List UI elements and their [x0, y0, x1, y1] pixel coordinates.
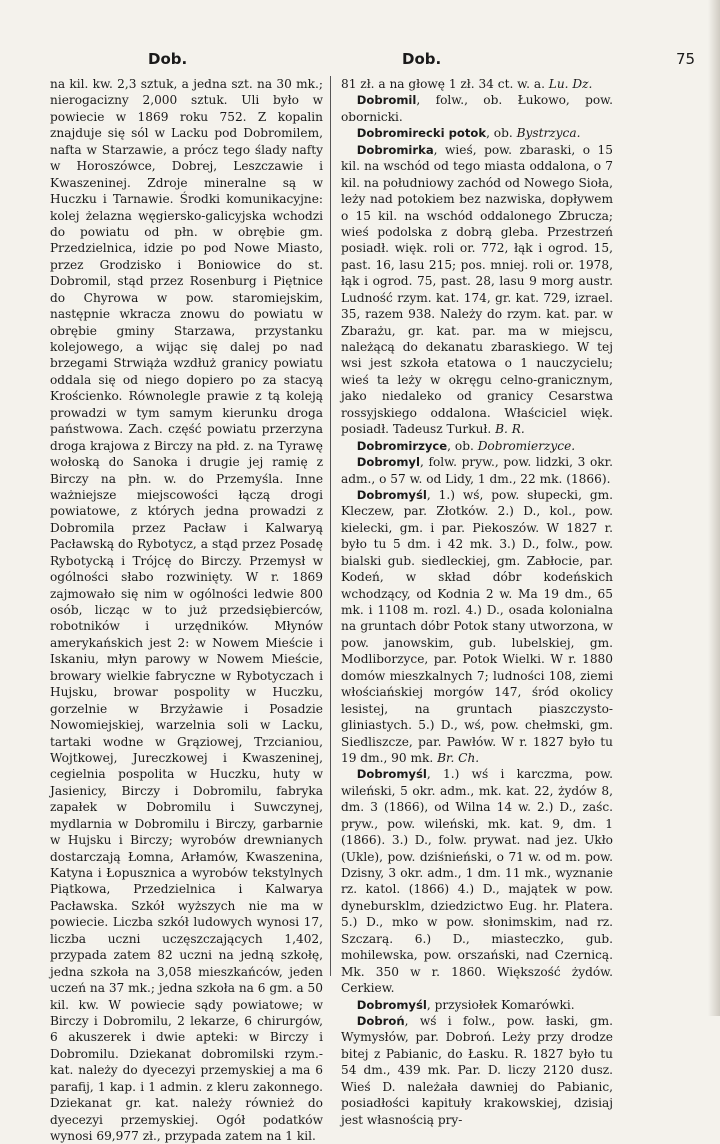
- entry-dobromyl: Dobromyl, folw. pryw., pow. lidzki, 3 okr. adm., o 57 w. od Lidy, 1 dm., 22 mk. (1866).: [341, 455, 613, 486]
- entry-dobromil: Dobromil, folw., ob. Łukowo, pow. obornicki.: [341, 93, 613, 124]
- page-number: 75: [676, 50, 696, 68]
- left-column: [50, 76, 323, 1144]
- entry-dobromysl-3: Dobromyśl, przysiołek Komarówki.: [356, 997, 575, 1012]
- page-edge-shadow: [708, 0, 720, 1016]
- entry-dobromirzyce: Dobromirzyce, ob. Dobromierzyce.: [356, 438, 576, 453]
- entry-dobromysl-1: Dobromyśl, 1.) wś, pow. słupecki, gm. Kleczew, par. Złotków. 2.) D., kol., pow. kielecki, gm. i par. Piekoszów. W 1827 r. było tu 5 dm. i 42 mk. 3.) D., folw., pow. bialski gub. siedleckiej, gm. Zabłocie, par. Kodeń, w skład dóbr kodeńskich wchodzący, od Kodnia 2 w. Ma 19 dm., 65 mk. i 1108 m. rozl. 4.) D., osada kolonialna na gruntach dóbr Potok stany utworzona, w pow. janowskim, gub. lubelskiej, gm. Modliborzyce, par. Potok Wielki. W r. 1880 domów mieszkalnych 7; ludności 108, ziemi włościańskiej morgów 147, śród okolicy lesistej, na gruntach piaszczysto-gliniastych. 5.) D., wś, pow. chełmski, gm. Siedliszcze, par. Pawłów. W r. 1827 było tu 19 dm., 90 mk. Br. Ch.: [341, 487, 613, 765]
- header-center-keyword: Dob.: [402, 50, 442, 68]
- entry-dobromirecki-potok: Dobromirecki potok, ob. Bystrzyca.: [356, 126, 581, 141]
- right-column: [341, 76, 613, 1128]
- entry-continuation: 81 zł. a na głowę 1 zł. 34 ct. w. a. Lu. Dz.: [341, 77, 593, 91]
- left-column-text: na kil. kw. 2,3 sztuk, a jedna szt. na 30 mk.; nierogacizny 2,000 sztuk. Uli było w powiecie w 1869 roku 752. Z kopalin znajduje się sól w Lacku pod Dobromilem, nafta w Starzawie, a prócz tego ślady nafty w Horoszówce, Dobrej, Leszczawie i Kwaszeninej. Zdroje mineralne są w Huczku i Tarnawie. Środki komunikacyjne: kolej żelazna węgiersko-galicyjska wchodzi do powiatu od płn. w obrębie gm. Przedzielnica, idzie po pod Nowe Miasto, przez Grodzisko i Boniowice do st. Dobromil, stąd przez Rosenburg i Piętnice do Chyrowa w pow. staromiejskim, następnie wkracza znowu do powiatu w obrębie gminy Starzawa, przystanku kolejowego, a wijąc się dalej po nad brzegami Strwiąża wzdłuż granicy powiatu oddala się od niego dopiero po za stacyą Krościenko. Równolegle prawie z tą koleją prowadzi w tym samym kierunku droga państwowa. Zach. część powiatu przerzyna droga krajowa z Birczy na płd. z. na Tyrawę wołoską do Sanoka i drugie jej ramię z Birczy na płn. w. do Przemyśla. Inne ważniejsze miejscowości łączą drogi powiatowe, z których jedna prowadzi z Dobromila przez Pacław i Kalwaryą Pacławską do Rybotycz, a stąd przez Posadę Rybotycką i Trójcę do Birczy. Przemysł w ogólności słabo rozwinięty. W r. 1869 zajmowało się nim w ogólności ledwie 800 osób, licząc w to już przedsiębierców, robotników i urzędników. Młynów amerykańskich jest 2: w Nowem Mieście i Iskaniu, młyn parowy w Nowem Mieście, browary wielkie fabryczne w Rybotyczach i Hujsku, browar pospolity w Huczku, gorzelnie w Brzyżawie i Posadzie Nowomiejskiej, warzelnia soli w Lacku, tartaki wodne w Grąziowej, Trzcianiou, Wojtkowej, Jureczkowej i Kwaszeninej, cegielnia pospolita w Huczku, huty w Jasienicy, Birczy i Dobromilu, fabryka zapałek w Dobromilu i Suwczynej, mydlarnia w Dobromilu i Birczy, garbarnie w Hujsku i Birczy; wyrobów drewnianych dostarczają Łomna, Arłamów, Kwaszenina, Katyna i Łopusznica a wyrobów tekstylnych Piątkowa, Przedzielnica i Kalwarya Pacławska. Szkół wyższych nie ma w powiecie. Liczba szkół ludowych wynosi 17, liczba uczni uczęszczających 1,402, przypada zatem 82 uczni na jedną szkołę, jedna szkoła na 3,058 mieszkańców, jeden uczeń na 37 mk.; jedna szkoła na 6 gm. a 50 kil. kw. W powiecie sądy powiatowe; w Birczy i Dobromilu, 2 lekarze, 6 chirurgów, 6 akuszerek i dwie apteki: w Birczy i Dobromilu. Dziekanat dobromilski rzym.-kat. należy do dyecezyi przemyskiej a ma 6 parafij, 1 kap. i 1 admin. z kleru zakonnego. Dziekanat gr. kat. należy również do dyecezyi przemyskiej. Ogół podatków wynosi 69,977 zł., przypada zatem na 1 kil.: [50, 77, 323, 1143]
- entry-dobromirka: Dobromirka, wieś, pow. zbaraski, o 15 kil. na wschód od tego miasta oddalona, o 7 kil. na południowy zachód od Nowego Sioła, leży nad potokiem bez nazwiska, dopływem o 15 kil. na wschód oddalonego Zbrucza; wieś podolska z dobrą gleba. Przestrzeń posiadł. więk. roli or. 772, łąk i ogrod. 15, past. 16, lasu 215; pos. mniej. roli or. 1978, łąk i ogrod. 75, past. 28, lasu 9 morg austr. Ludność rzym. kat. 174, gr. kat. 729, izrael. 35, razem 938. Należy do rzym. kat. par. w Zbarażu, gr. kat. par. ma w miejscu, należącą do dekanatu zbaraskiego. W tej wsi jest szkoła etatowa o 1 nauczycielu; wieś ta leży w okręgu celno-granicznym, jako niedaleko od granicy Cesarstwa rossyjskiego oddalona. Właściciel więk. posiadł. Tadeusz Turkuł. B. R.: [341, 142, 613, 437]
- entry-dobromysl-2: Dobromyśl, 1.) wś i karczma, pow. wileński, 5 okr. adm., mk. kat. 22, żydów 8, dm. 3 (1866), od Wilna 14 w. 2.) D., zaśc. pryw., pow. wileński, mk. kat. 9, dm. 1 (1866). 3.) D., folw. prywat. nad jez. Ukło (Ukle), pow. dziśnieński, o 71 w. od m. pow. Dzisny, 3 okr. adm., 1 dm. 11 mk., wyznanie rz. katol. (1866) 4.) D., majątek w pow. dynebursklm, dziedzictwo Eug. hr. Platera. 5.) D., mko w pow. słonimskim, nad rz. Szczarą. 6.) D., miasteczko, gub. mohilewska, pow. orszański, nad Czernicą. Mk. 350 w r. 1860. Większość żydów. Cerkiew.: [341, 767, 613, 996]
- column-divider: [330, 76, 331, 976]
- entry-dobron: Dobroń, wś i folw., pow. łaski, gm. Wymysłów, par. Dobroń. Leży przy drodze bitej z Pabianic, do Łasku. R. 1827 było tu 54 dm., 439 mk. Par. D. liczy 2120 dusz. Wieś D. należała dawniej do Pabianic, posiadłości kapituły krakowskiej, dzisiaj jest własnością pry-: [341, 1013, 613, 1127]
- header-left-keyword: Dob.: [148, 50, 188, 68]
- page-header: [0, 50, 720, 72]
